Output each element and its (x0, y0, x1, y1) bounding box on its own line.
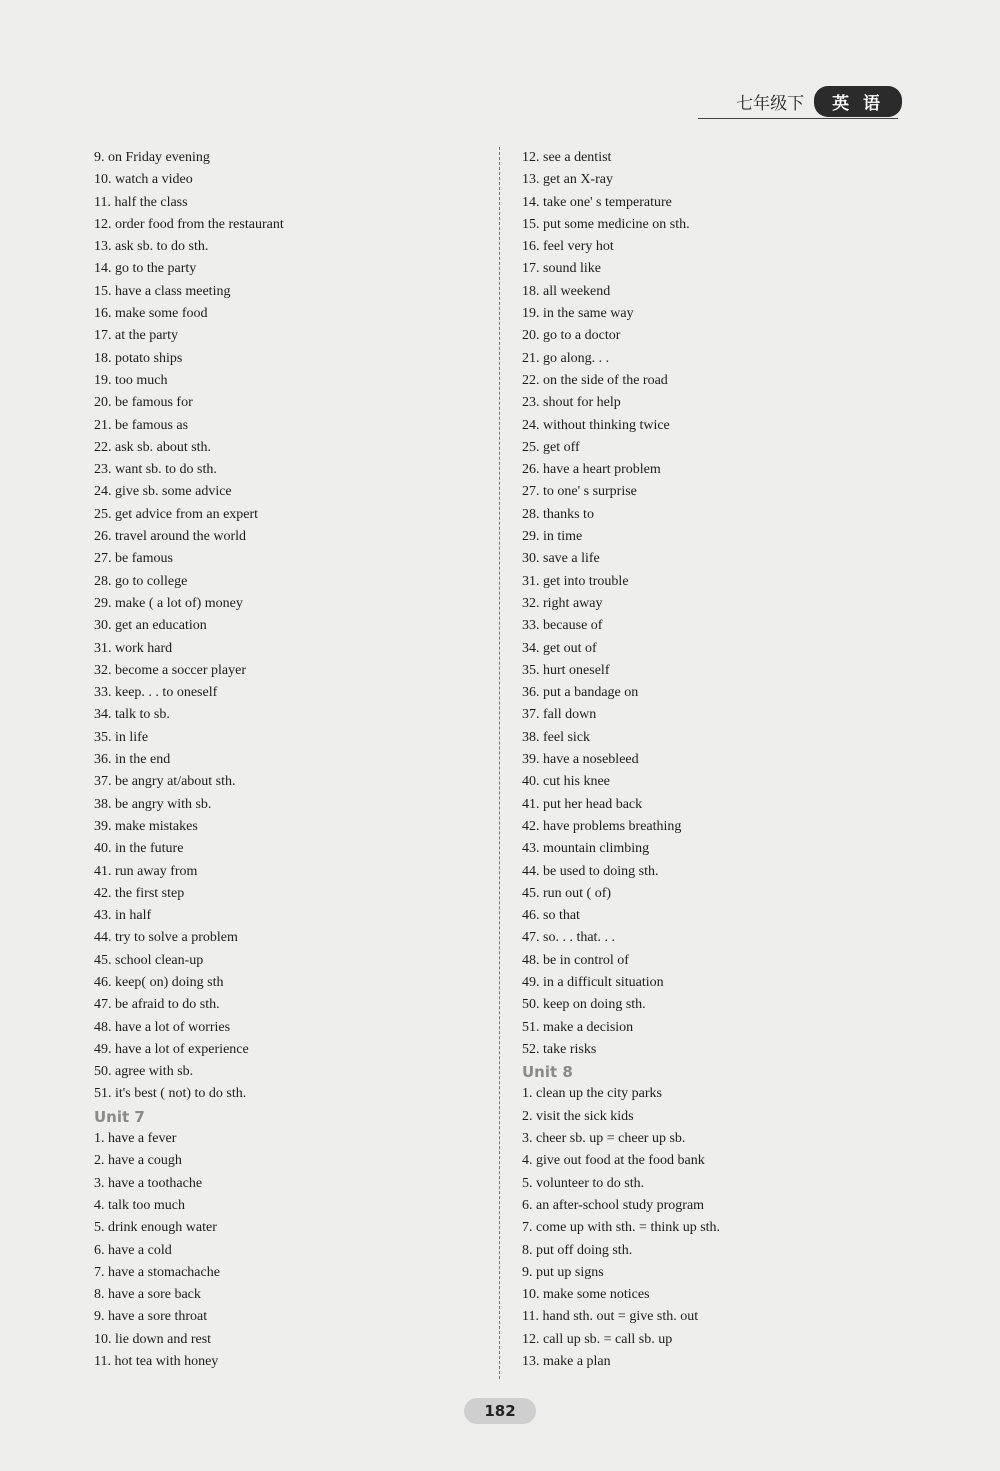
list-item: 47. be afraid to do sth. (94, 997, 220, 1013)
page-footer (0, 1398, 1000, 1424)
list-item: 12. see a dentist (522, 150, 612, 165)
list-item: 4. talk too much (94, 1197, 185, 1213)
list-item: 31. work hard (94, 640, 173, 656)
list-item: 50. keep on doing sth. (522, 997, 646, 1013)
list-item: 10. make some notices (522, 1287, 650, 1303)
list-item: 24. without thinking twice (522, 417, 670, 433)
column-divider (499, 147, 500, 1379)
list-item: 49. have a lot of experience (94, 1041, 249, 1057)
list-item: 13. make a plan (522, 1354, 611, 1370)
list-item: 14. go to the party (94, 261, 197, 277)
list-item: 26. travel around the world (94, 529, 247, 545)
list-item: 51. make a decision (522, 1019, 634, 1035)
list-item: 22. on the side of the road (522, 372, 668, 388)
list-item: 25. get advice from an expert (94, 506, 259, 522)
list-item: 22. ask sb. about sth. (94, 439, 212, 455)
list-item: 20. go to a doctor (522, 328, 621, 344)
list-item: 11. hand sth. out = give sth. out (522, 1309, 699, 1325)
page-header (736, 86, 902, 117)
list-item: 51. it's best ( not) to do sth. (94, 1086, 247, 1102)
list-item: 16. feel very hot (522, 239, 614, 255)
list-item: 8. put off doing sth. (522, 1242, 633, 1258)
list-item: 25. get off (522, 439, 580, 455)
list-item: 7. have a stomachache (94, 1264, 220, 1280)
list-item: 46. keep( on) doing sth (94, 974, 224, 990)
list-item: 49. in a difficult situation (522, 974, 664, 990)
list-item: 39. make mistakes (94, 818, 198, 834)
header-rule (698, 118, 898, 119)
list-item: 36. in the end (94, 752, 171, 768)
list-item: 19. in the same way (522, 306, 634, 322)
list-item: 33. keep. . . to oneself (94, 685, 218, 701)
list-item: 37. be angry at/about sth. (94, 774, 236, 790)
list-item: 30. save a life (522, 551, 600, 567)
list-item: 39. have a nosebleed (522, 752, 639, 768)
list-item: 14. take one' s temperature (522, 194, 672, 210)
list-item: 42. the first step (94, 885, 185, 901)
list-item: 18. all weekend (522, 283, 611, 299)
list-item: 41. run away from (94, 863, 198, 879)
list-item: 50. agree with sb. (94, 1064, 194, 1080)
list-item: 41. put her head back (522, 796, 643, 812)
list-item: 6. an after-school study program (522, 1197, 705, 1213)
list-item: 38. feel sick (522, 729, 591, 745)
list-item: 27. to one' s surprise (522, 484, 637, 500)
list-item: 32. become a soccer player (94, 662, 246, 678)
list-item: 45. run out ( of) (522, 885, 612, 901)
list-item: 47. so. . . that. . . (522, 930, 615, 946)
list-item: 15. put some medicine on sth. (522, 216, 690, 232)
list-item: 17. sound like (522, 261, 601, 277)
list-item: 35. in life (94, 729, 149, 745)
list-item: 18. potato ships (94, 350, 183, 366)
list-item: 35. hurt oneself (522, 662, 610, 678)
list-item: 48. be in control of (522, 952, 629, 968)
list-item: 4. give out food at the food bank (522, 1153, 705, 1169)
list-item: 34. get out of (522, 640, 597, 656)
list-item: 9. put up signs (522, 1264, 604, 1280)
list-item: 44. be used to doing sth. (522, 863, 659, 879)
list-item: 13. ask sb. to do sth. (94, 239, 209, 255)
list-item: 12. order food from the restaurant (94, 216, 284, 232)
list-item: 8. have a sore back (94, 1287, 201, 1303)
list-item: 3. have a toothache (94, 1175, 203, 1191)
list-item: 45. school clean-up (94, 952, 204, 968)
right-column (522, 147, 922, 1373)
list-item: 37. fall down (522, 707, 597, 723)
list-item: 38. be angry with sb. (94, 796, 212, 812)
list-item: 43. mountain climbing (522, 841, 650, 857)
list-item: 11. half the class (94, 194, 188, 210)
list-item: 6. have a cold (94, 1242, 172, 1258)
list-item: 52. take risks (522, 1041, 597, 1057)
list-item: 10. lie down and rest (94, 1331, 212, 1347)
list-item: 19. too much (94, 372, 168, 388)
list-item: 2. have a cough (94, 1153, 182, 1169)
list-item: 46. so that (522, 908, 580, 924)
list-item: 10. watch a video (94, 172, 193, 188)
list-item: 29. make ( a lot of) money (94, 595, 243, 611)
list-item: 40. in the future (94, 841, 184, 857)
list-item: 20. be famous for (94, 395, 193, 411)
list-item: 32. right away (522, 595, 603, 611)
list-item: 5. volunteer to do sth. (522, 1175, 645, 1191)
list-item: 1. have a fever (94, 1131, 177, 1147)
left-column (94, 147, 484, 1373)
unit-8-heading: Unit 8 (522, 1063, 573, 1082)
list-item: 23. shout for help (522, 395, 621, 411)
list-item: 40. cut his knee (522, 774, 610, 790)
list-item: 43. in half (94, 908, 152, 924)
list-item: 42. have problems breathing (522, 818, 682, 834)
list-item: 28. thanks to (522, 506, 594, 522)
list-item: 21. be famous as (94, 417, 189, 433)
list-item: 2. visit the sick kids (522, 1108, 634, 1124)
list-item: 44. try to solve a problem (94, 930, 238, 946)
subject-badge: 英 语 (814, 86, 902, 117)
list-item: 33. because of (522, 618, 603, 634)
list-item: 27. be famous (94, 551, 173, 567)
list-item: 16. make some food (94, 306, 208, 322)
list-item: 11. hot tea with honey (94, 1354, 219, 1370)
list-item: 1. clean up the city parks (522, 1086, 662, 1102)
list-item: 12. call up sb. = call sb. up (522, 1331, 673, 1347)
list-item: 34. talk to sb. (94, 707, 170, 723)
list-item: 5. drink enough water (94, 1220, 217, 1236)
list-item: 7. come up with sth. = think up sth. (522, 1220, 721, 1236)
list-item: 23. want sb. to do sth. (94, 462, 217, 478)
list-item: 30. get an education (94, 618, 207, 634)
grade-label: 七年级下 (736, 94, 805, 114)
list-item: 24. give sb. some advice (94, 484, 232, 500)
list-item: 26. have a heart problem (522, 462, 661, 478)
list-item: 17. at the party (94, 328, 178, 344)
list-item: 3. cheer sb. up = cheer up sb. (522, 1131, 686, 1147)
page-number: 182 (464, 1398, 535, 1424)
list-item: 28. go to college (94, 573, 188, 589)
unit-7-heading: Unit 7 (94, 1107, 145, 1126)
list-item: 21. go along. . . (522, 350, 610, 366)
list-item: 48. have a lot of worries (94, 1019, 231, 1035)
list-item: 9. on Friday evening (94, 150, 210, 165)
list-item: 36. put a bandage on (522, 685, 639, 701)
list-item: 15. have a class meeting (94, 283, 231, 299)
list-item: 9. have a sore throat (94, 1309, 208, 1325)
list-item: 13. get an X-ray (522, 172, 613, 188)
list-item: 29. in time (522, 529, 583, 545)
list-item: 31. get into trouble (522, 573, 629, 589)
